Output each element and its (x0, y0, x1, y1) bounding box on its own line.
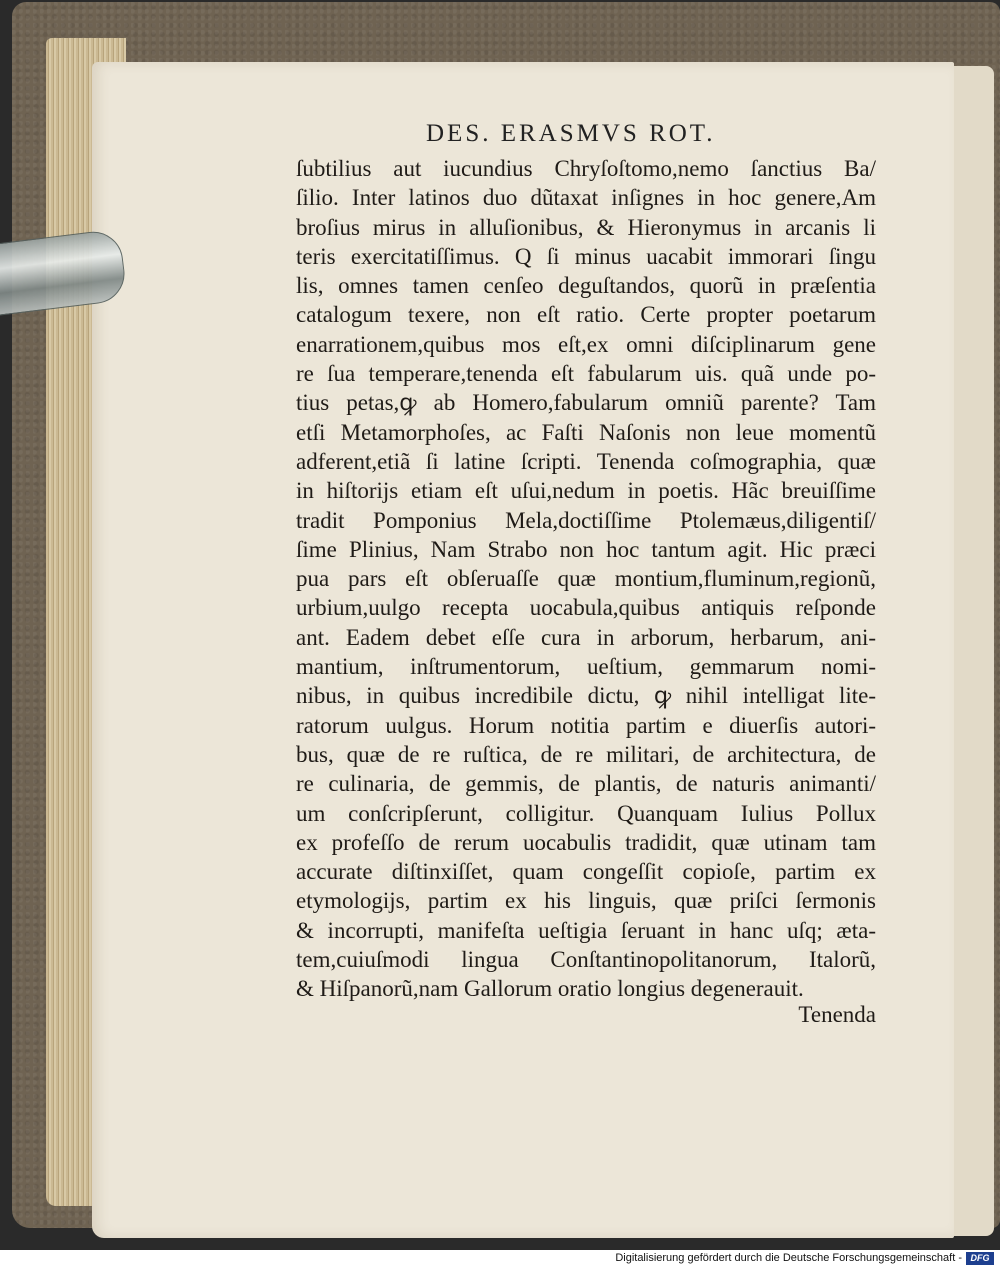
text-line: pua pars eſt obſeruaſſe quæ montium,fluminum,regionũ, (296, 566, 876, 592)
text-line: adferent,etiã ſi latine ſcripti. Tenenda coſmographia, quæ (296, 448, 876, 474)
dfg-logo: DFG (966, 1252, 994, 1265)
text-line: enarrationem,quibus mos eſt,ex omni diſciplinarum gene (296, 331, 876, 357)
text-line: ſilio. Inter latinos duo dũtaxat inſignes in hoc genere,Am (296, 185, 876, 211)
text-line: teris exercitatiſſimus. Q ſi minus uacabit immorari ſingu (296, 243, 876, 269)
text-line: ſime Plinius, Nam Strabo non hoc tantum agit. Hic præci (296, 536, 876, 562)
text-line: broſius mirus in alluſionibus, & Hieronymus in arcanis li (296, 214, 876, 240)
text-line: accurate diſtinxiſſet, quam congeſſit copioſe, partim ex (296, 859, 876, 885)
facing-page-edge (950, 66, 994, 1236)
text-line: re culinaria, de gemmis, de plantis, de naturis animanti/ (296, 771, 876, 797)
text-line: & incorrupti, manifeſta ueſtigia ſeruant in hanc uſq; æta- (296, 917, 876, 943)
text-block (296, 154, 876, 1004)
text-line: nibus, in quibus incredibile dictu, ꝙ nihil intelligat lite- (296, 683, 876, 709)
text-line: bus, quæ de re ruſtica, de re militari, de architectura, de (296, 741, 876, 767)
text-line: & Hiſpanorũ,nam Gallorum oratio longius degenerauit. (296, 976, 804, 1002)
footer-bar (0, 1250, 1000, 1268)
text-line: re ſua temperare,tenenda eſt fabularum uis. quã unde po- (296, 361, 876, 387)
text-line: um conſcripſerunt, colligitur. Quanquam Iulius Pollux (296, 800, 876, 826)
text-line: tradit Pomponius Mela,doctiſſime Ptolemæus,diligentiſ/ (296, 507, 876, 533)
text-line: etymologijs, partim ex his linguis, quæ priſci ſermonis (296, 888, 876, 914)
text-line: etſi Metamorphoſes, ac Faſti Naſonis non leue momentũ (296, 419, 876, 445)
text-line: catalogum texere, non eſt ratio. Certe propter poetarum (296, 302, 876, 328)
text-line: mantium, inſtrumentorum, ueſtium, gemmarum nomi- (296, 654, 876, 680)
text-line: urbium,uulgo recepta uocabula,quibus antiquis reſponde (296, 595, 876, 621)
text-line: lis, omnes tamen cenſeo deguſtandos, quorũ in præſentia (296, 273, 876, 299)
text-line: tius petas,ꝙ ab Homero,fabularum omniũ parente? Tam (296, 390, 876, 416)
running-head: DES. ERASMVS ROT. (426, 120, 716, 147)
text-line: ant. Eadem debet eſſe cura in arborum, herbarum, ani- (296, 624, 876, 650)
text-line: tem,cuiuſmodi lingua Conſtantinopolitanorum, Italorũ, (296, 947, 876, 973)
catchword: Tenenda (798, 1002, 876, 1027)
text-line: in hiſtorijs etiam eſt uſui,nedum in poetis. Hãc breuiſſime (296, 478, 876, 504)
text-line: ratorum uulgus. Horum notitia partim e diuerſis autori- (296, 712, 876, 738)
funding-note: Digitalisierung gefördert durch die Deutsche Forschungsgemeinschaft - (615, 1252, 962, 1264)
text-line: ex profeſſo de rerum uocabulis tradidit, quæ utinam tam (296, 829, 876, 855)
text-line: ſubtilius aut iucundius Chryſoſtomo,nemo ſanctius Ba/ (296, 156, 876, 181)
